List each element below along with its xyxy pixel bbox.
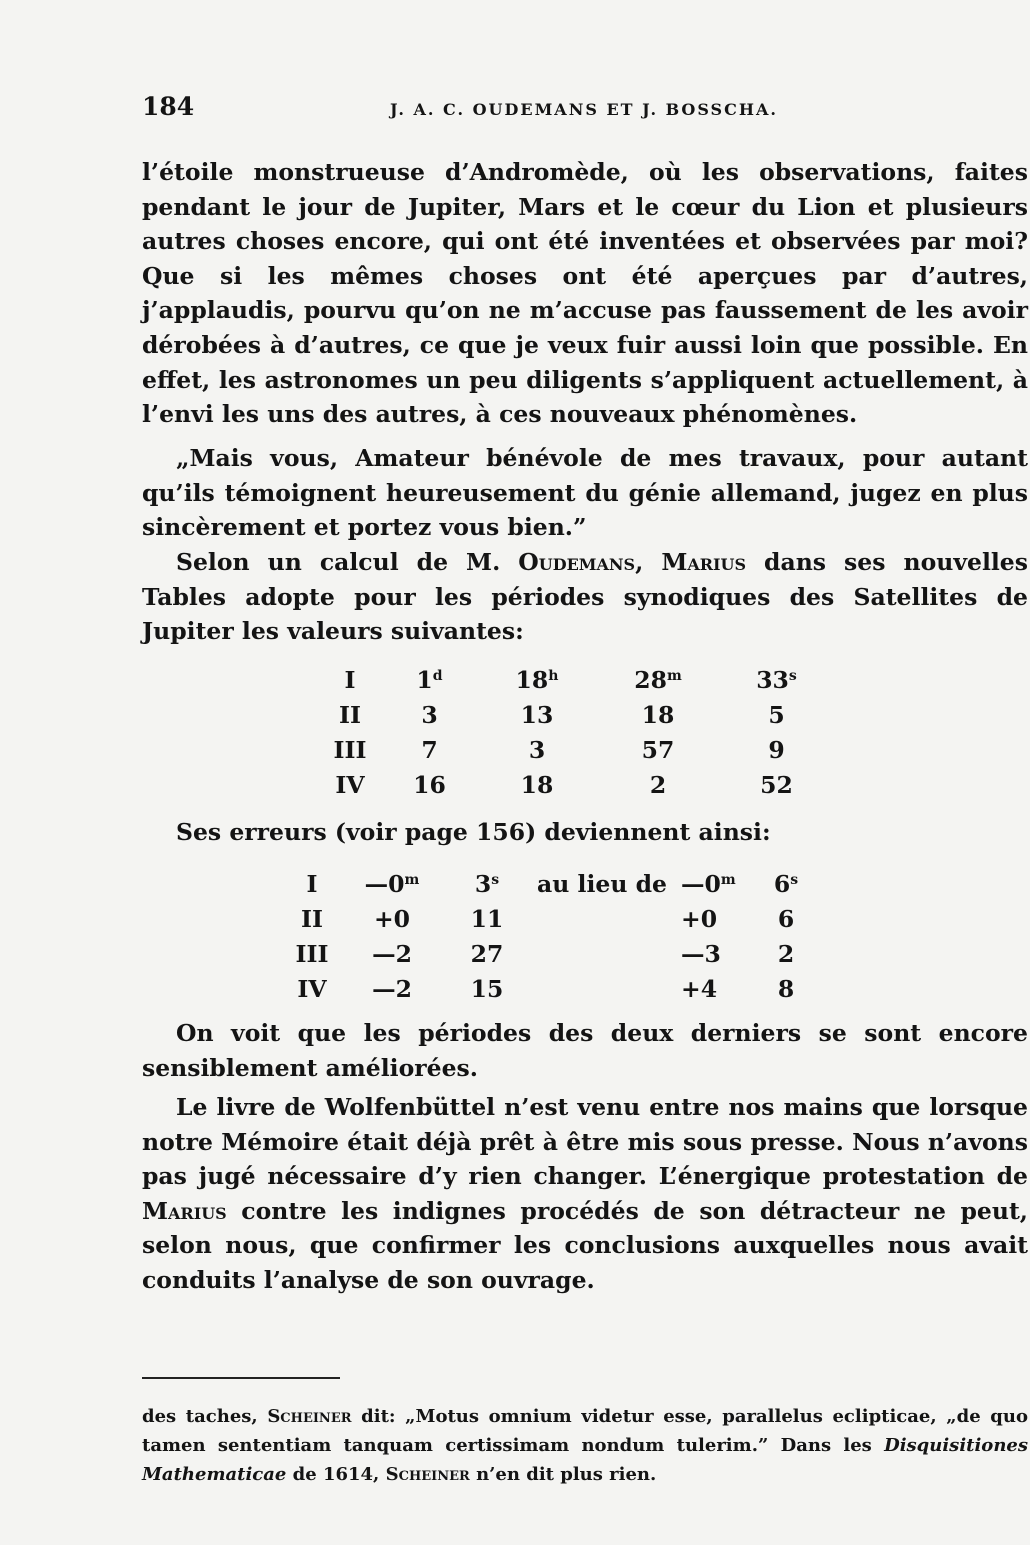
table-row: IV —2 15 +4 8 <box>297 974 795 1003</box>
author-name-scheiner: Scheiner <box>385 1464 470 1485</box>
footnote-text: des taches, Scheiner dit: „Motus omnium videtur esse, parallelus eclipticae, „de quo tamen sententiam tanquam certissimam nondum tulerim.” Dans les Disquisitiones Mathematicae de 1614, Scheiner n’en dit plus rien. <box>142 1406 1028 1485</box>
author-name-marius: Marius <box>661 548 747 576</box>
table-row: III 7 3 57 9 <box>333 735 785 764</box>
paragraph-2: „Mais vous, Amateur bénévole de mes travaux, pour autant qu’ils témoignent heureusement du génie allemand, jugez en plus sincèrement et portez vous bien.” <box>142 444 1028 542</box>
paragraph-1: l’étoile monstrueuse d’Andromède, où les observations, faites pendant le jour de Jupiter, Mars et le cœur du Lion et plusieurs autres choses encore, qui ont été inventées et observées par moi? Que si les mêmes choses ont été aperçues par d’autres, j’applaudis, pourvu qu’on ne m’accuse pas faussement de les avoir dérobées à d’autres, ce que je veux fuir aussi loin que possible. En effet, les astronomes un peu diligents s’appliquent actuellement, à l’envi les uns des autres, à ces nouveaux phénomènes. <box>142 158 1028 429</box>
book-title: Disquisitiones Mathematicae <box>142 1435 1028 1485</box>
table-row: IV 16 18 2 52 <box>335 770 793 799</box>
footnote-rule <box>142 1377 340 1379</box>
author-name-oudemans: Oudemans <box>518 548 636 576</box>
errors-table <box>282 866 831 1006</box>
author-name-scheiner: Scheiner <box>267 1406 352 1427</box>
body-text-final <box>142 1090 1028 1298</box>
page-header <box>142 92 1028 128</box>
author-name-marius: Marius <box>142 1196 227 1225</box>
table-row: II 3 13 18 5 <box>339 700 785 729</box>
page-number: 184 <box>142 92 195 121</box>
body-text-tables-intro <box>142 545 1028 649</box>
paragraph-5: Le livre de Wolfenbüttel n’est venu entre nos mains que lorsque notre Mémoire était déjà prêt à être mis sous presse. Nous n’avons pas jugé nécessaire d’y rien changer. L’énergique protestation de Marius contre les indignes procédés de son détracteur ne peut, selon nous, que confirmer les conclusions auxquelles nous avait conduits l’analyse de son ouvrage. <box>142 1093 1028 1294</box>
errors-intro: Ses erreurs (voir page 156) deviennent ainsi: <box>176 818 771 846</box>
paragraph-3: Selon un calcul de M. Oudemans, Marius dans ses nouvelles Tables adopte pour les périodes synodiques des Satellites de Jupiter les valeurs suivantes: <box>142 548 1028 646</box>
table-row: II +0 11 +0 6 <box>301 904 795 933</box>
body-text-top <box>142 155 1028 432</box>
running-head: J. A. C. OUDEMANS ET J. BOSSCHA. <box>390 100 778 119</box>
table-row: I 1$^d$ 18$^h$ 28$^m$ 33$^s$ <box>344 665 797 694</box>
periods-table <box>318 662 834 802</box>
body-text-conclusion <box>142 1016 1028 1085</box>
footnote <box>142 1402 1028 1489</box>
body-text-quote <box>142 441 1028 545</box>
table-row: III —2 27 —3 2 <box>295 939 795 968</box>
table-row: I —0$^m$ 3$^s$ au lieu de —0$^m$ 6$^s$ <box>306 869 799 898</box>
paragraph-4: On voit que les périodes des deux derniers se sont encore sensiblement améliorées. <box>142 1019 1028 1082</box>
